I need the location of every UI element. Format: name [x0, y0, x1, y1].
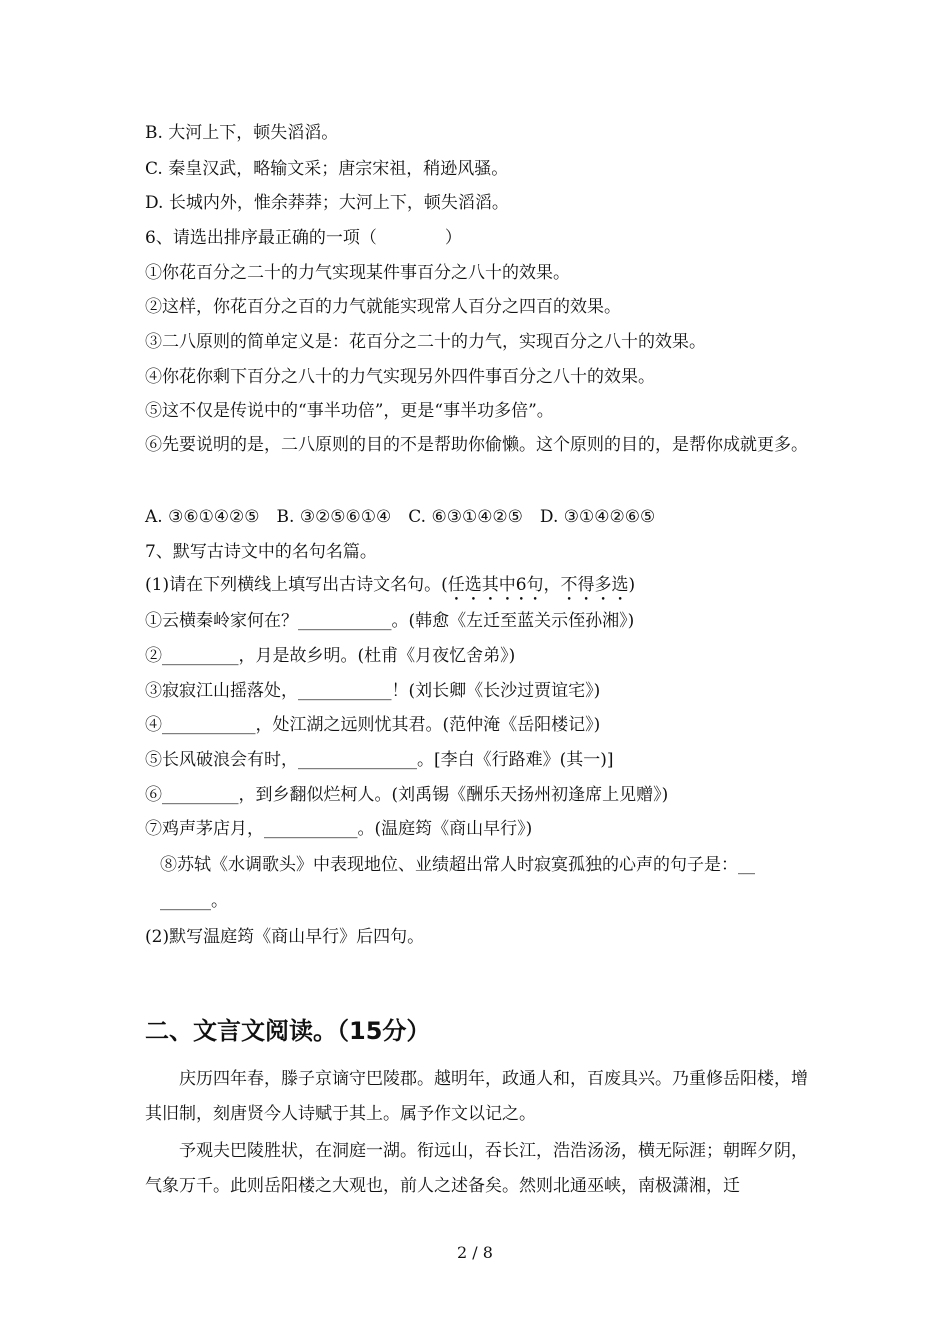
classical-paragraph-2: 予观夫巴陵胜状，在洞庭一湖。衔远山，吞长江，浩浩汤汤，横无际涯；朝晖夕阴，气象万千。此则岳阳楼之大观也，前人之述备矣。然则北通巫峡，南极潇湘，迁 — [145, 1141, 808, 1196]
option-d: D. 长城内外，惟余莽莽；大河上下，顿失滔滔。 — [145, 193, 509, 213]
poem-item-1: ①云横秦岭家何在？___________。(韩愈《左迁至蓝关示侄孙湘》) — [145, 611, 635, 631]
classical-paragraph-1: 庆历四年春，滕子京谪守巴陵郡。越明年，政通人和，百废具兴。乃重修岳阳楼，增其旧制，刻唐贤今人诗赋于其上。属予作文以记之。 — [145, 1069, 808, 1124]
sentence-5: ⑤这不仅是传说中的“事半功倍”，更是“事半功多倍”。 — [145, 401, 554, 421]
poem-item-7: ⑦鸡声茅店月，___________。(温庭筠《商山早行》) — [145, 819, 533, 839]
question-7-part-2: (2)默写温庭筠《商山早行》后四句。 — [145, 927, 425, 947]
sentence-3: ③二八原则的简单定义是：花百分之二十的力气，实现百分之八十的效果。 — [145, 332, 706, 352]
sentence-6: ⑥先要说明的是，二八原则的目的不是帮助你偷懒。这个原则的目的，是帮你成就更多。 — [145, 435, 808, 455]
poem-item-5: ⑤长风破浪会有时，______________。[李白《行路难》(其一)] — [145, 750, 614, 770]
option-c: C. 秦皇汉武，略输文采；唐宗宋祖，稍逊风骚。 — [145, 159, 509, 179]
poem-item-4: ④___________，处江湖之远则忧其君。(范仲淹《岳阳楼记》) — [145, 715, 601, 735]
poem-item-8-blank: ______。 — [160, 891, 228, 911]
poem-item-2: ②_________，月是故乡明。(杜甫《月夜忆舍弟》) — [145, 646, 516, 666]
question-6-options: A. ③⑥①④②⑤ B. ③②⑤⑥①④ C. ⑥③①④②⑤ D. ③①④②⑥⑤ — [145, 507, 656, 527]
section-2-title: 二、文言文阅读。（15分） — [145, 1017, 431, 1045]
question-6: 6、请选出排序最正确的一项（ ） — [145, 228, 462, 248]
q7-1-suffix: ) — [628, 575, 636, 595]
sentence-2: ②这样，你花百分之百的力气就能实现常人百分之四百的效果。 — [145, 297, 621, 317]
sentence-4: ④你花你剩下百分之八十的力气实现另外四件事百分之八十的效果。 — [145, 367, 655, 387]
question-7-part-1 — [145, 574, 810, 605]
q7-1-prefix: (1)请在下列横线上填写出古诗文名句。( — [145, 575, 448, 595]
question-7: 7、默写古诗文中的名句名篇。 — [145, 542, 377, 562]
sentence-1: ①你花百分之二十的力气实现某件事百分之八十的效果。 — [145, 263, 570, 283]
option-b: B. 大河上下，顿失滔滔。 — [145, 123, 339, 143]
q7-1-emphasis: 任选其中6句，不得多选 — [447, 575, 629, 595]
poem-item-8: ⑧苏轼《水调歌头》中表现地位、业绩超出常人时寂寞孤独的心声的句子是：__ — [160, 855, 755, 875]
poem-item-3: ③寂寂江山摇落处，___________！(刘长卿《长沙过贾谊宅》) — [145, 681, 601, 701]
poem-item-6: ⑥_________，到乡翻似烂柯人。(刘禹锡《酬乐天扬州初逢席上见赠》) — [145, 785, 669, 805]
page-number: 2 / 8 — [457, 1243, 493, 1262]
